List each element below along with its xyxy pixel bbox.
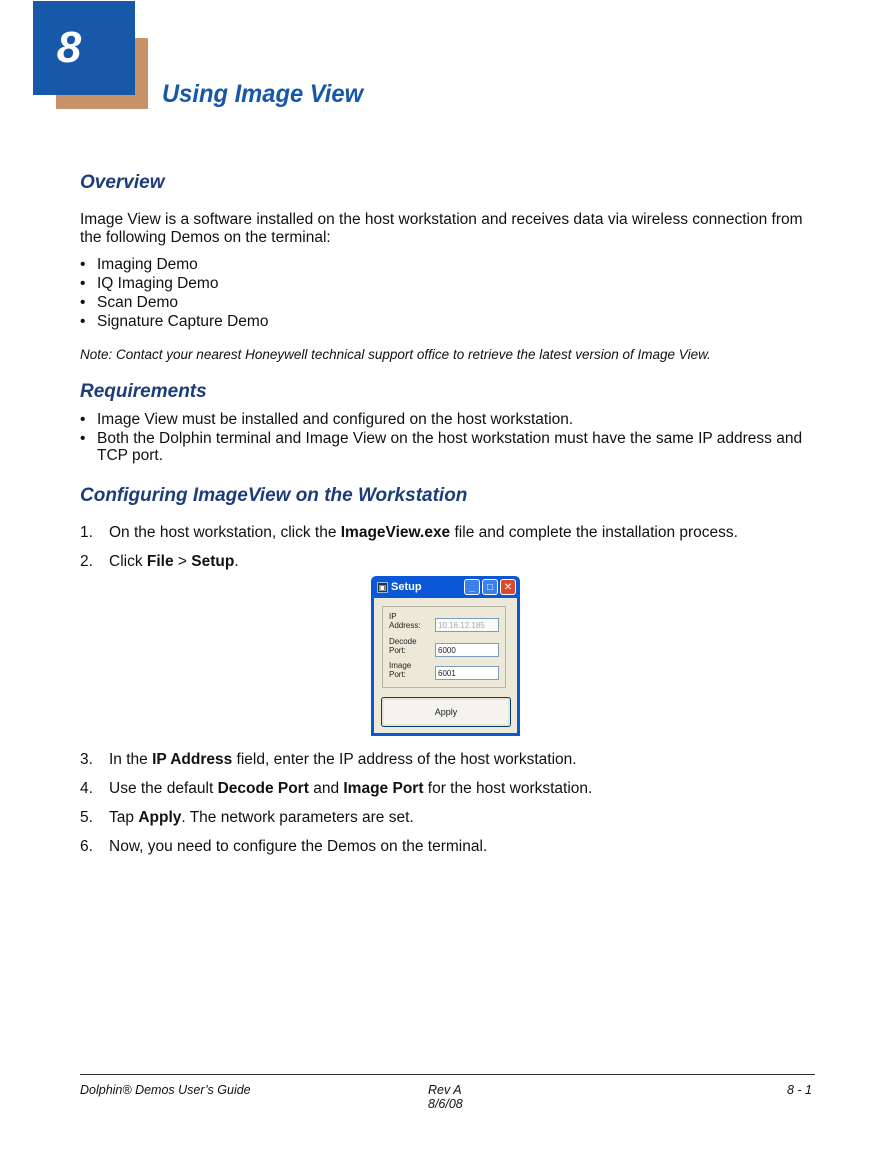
dialog-titlebar[interactable] — [374, 576, 517, 598]
list-item: • Image View must be installed and configured on the host workstation. — [80, 411, 574, 428]
window-controls — [464, 579, 516, 595]
step-text: Use the default — [109, 780, 218, 797]
step-text: Now, you need to configure the Demos on the terminal. — [109, 838, 488, 855]
list-item: • Imaging Demo — [80, 256, 198, 273]
step-text: file and complete the installation process. — [450, 524, 738, 541]
ip-address-label — [389, 612, 421, 630]
step-bold: ImageView.exe — [340, 524, 451, 541]
list-item-text: IQ Imaging Demo — [97, 275, 219, 292]
requirements-heading: Requirements — [80, 381, 207, 402]
step-bold: IP Address — [152, 751, 233, 768]
step-number: 4. — [80, 780, 93, 797]
step-number: 3. — [80, 751, 93, 768]
step-text: Click — [109, 553, 147, 570]
step-bold: Apply — [138, 809, 182, 826]
list-item-text: Image View must be installed and configured on the host workstation. — [97, 411, 574, 428]
maximize-icon[interactable]: □ — [482, 579, 498, 595]
chapter-number: 8 — [56, 23, 82, 72]
minimize-icon[interactable]: _ — [464, 579, 480, 595]
image-port-label — [389, 661, 411, 679]
step-text: On the host workstation, click the — [109, 524, 341, 541]
label-line: Port: — [389, 670, 406, 679]
step-number: 5. — [80, 809, 93, 826]
step-text: and — [308, 780, 344, 797]
step-item — [80, 838, 820, 867]
footer-divider — [80, 1074, 815, 1075]
overview-intro-line-2: the following Demos on the terminal: — [80, 229, 331, 246]
step-item — [80, 780, 820, 809]
label-line: IP — [389, 612, 397, 621]
overview-intro — [80, 211, 820, 247]
demo-list — [80, 255, 820, 331]
configuring-heading: Configuring ImageView on the Workstation — [80, 485, 468, 506]
steps-list-b — [80, 751, 820, 867]
network-groupbox — [382, 606, 506, 688]
step-bold: Image Port — [343, 780, 424, 797]
ip-address-field[interactable]: 10.16.12.185 — [435, 618, 499, 632]
dialog-title: Setup — [391, 581, 422, 593]
list-item: • IQ Imaging Demo — [80, 275, 219, 292]
step-text: Tap — [109, 809, 139, 826]
list-item: • Signature Capture Demo — [80, 313, 269, 330]
step-text: field, enter the IP address of the host workstation. — [232, 751, 577, 768]
decode-port-label — [389, 637, 417, 655]
step-number: 1. — [80, 524, 93, 541]
list-item-text: Signature Capture Demo — [97, 313, 269, 330]
dialog-body — [374, 598, 517, 733]
steps-list-a — [80, 524, 820, 582]
close-icon[interactable]: ✕ — [500, 579, 516, 595]
list-item: • Both the Dolphin terminal and Image View on the host workstation must have the same IP address and TCP port. — [80, 430, 820, 464]
setup-dialog — [371, 576, 520, 736]
step-bold: Decode Port — [217, 780, 309, 797]
footer-date: 8/6/08 — [428, 1097, 463, 1111]
list-item-text: Scan Demo — [97, 294, 178, 311]
requirements-list — [80, 411, 820, 464]
footer-page-number: 8 - 1 — [786, 1083, 812, 1097]
note: Note: Contact your nearest Honeywell technical support office to retrieve the latest version of Image View. — [80, 347, 711, 362]
footer-rev: Rev A — [428, 1083, 462, 1097]
step-text: . The network parameters are set. — [181, 809, 414, 826]
label-line: Decode — [389, 637, 417, 646]
image-port-field[interactable]: 6001 — [435, 666, 499, 680]
list-item-text: Both the Dolphin terminal and Image View on the host workstation must have the same IP address and — [97, 430, 803, 447]
step-item — [80, 809, 820, 838]
step-bold: File — [146, 553, 174, 570]
step-number: 2. — [80, 553, 93, 570]
decode-port-field[interactable]: 6000 — [435, 643, 499, 657]
app-icon: ▣ — [378, 582, 387, 592]
list-item-text: Imaging Demo — [97, 256, 198, 273]
step-item — [80, 751, 820, 780]
step-text: > — [173, 553, 192, 570]
chapter-title: Using Image View — [162, 80, 364, 108]
step-bold: Setup — [191, 553, 235, 570]
list-item: • Scan Demo — [80, 294, 178, 311]
apply-button[interactable]: Apply — [381, 697, 511, 727]
step-number: 6. — [80, 838, 93, 855]
step-text: for the host workstation. — [423, 780, 593, 797]
label-line: Port: — [389, 646, 406, 655]
step-text: In the — [109, 751, 153, 768]
label-line: Address: — [389, 621, 421, 630]
footer-guide-title: Dolphin® Demos User’s Guide — [80, 1083, 251, 1097]
step-item — [80, 524, 820, 553]
step-text: . — [234, 553, 239, 570]
list-item-text-cont: TCP port. — [97, 447, 164, 464]
overview-intro-line-1: Image View is a software installed on the host workstation and receives data via wireless connection from — [80, 211, 803, 228]
overview-heading: Overview — [80, 172, 165, 193]
footer-revision — [428, 1083, 463, 1111]
label-line: Image — [389, 661, 412, 670]
